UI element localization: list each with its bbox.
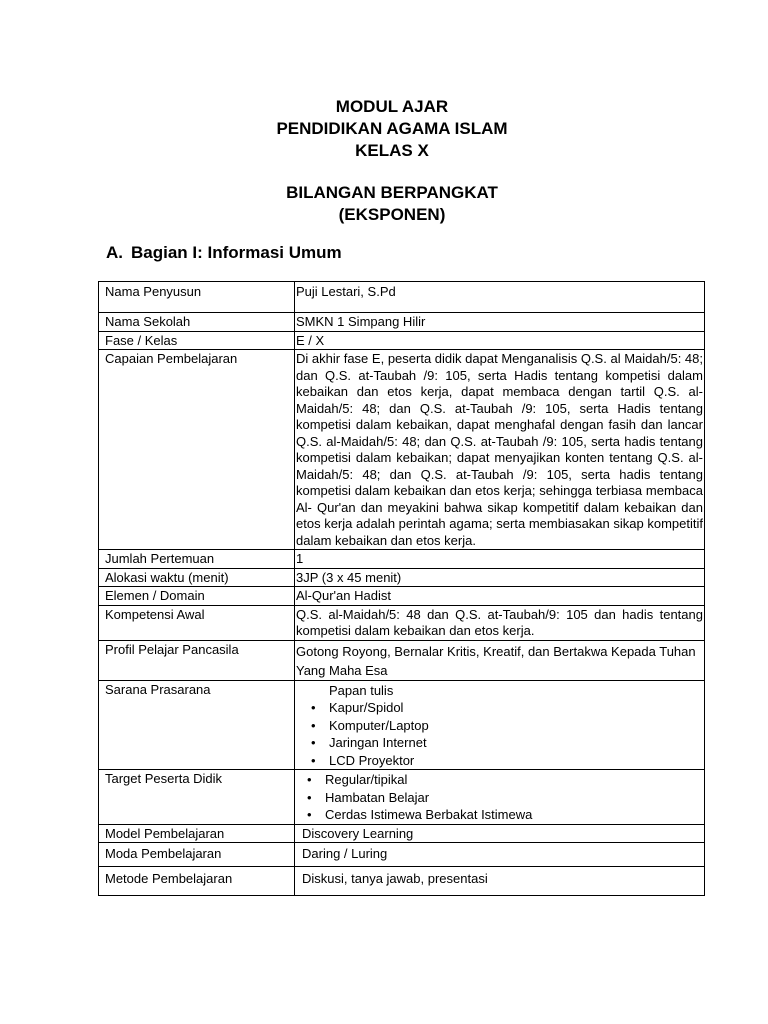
target-students-list <box>296 771 703 824</box>
learning-mode-value: Daring / Luring <box>295 843 705 867</box>
table-row <box>99 824 705 843</box>
list-item <box>296 699 703 717</box>
list-item <box>296 752 703 770</box>
title-topic: BILANGAN BERPANGKAT <box>286 183 498 202</box>
table-row <box>99 282 705 313</box>
section-title: Bagian I: Informasi Umum <box>131 243 342 262</box>
title-subject: PENDIDIKAN AGAMA ISLAM <box>276 119 508 138</box>
bullet-icon: • <box>307 772 312 787</box>
table-row <box>99 770 705 825</box>
row-label: Nama Penyusun <box>99 282 295 313</box>
facilities-cell <box>295 680 705 770</box>
row-label: Profil Pelajar Pancasila <box>99 640 295 680</box>
row-label: Nama Sekolah <box>99 313 295 332</box>
table-row <box>99 550 705 569</box>
bullet-icon: • <box>311 717 316 733</box>
list-item-text: Regular/tipikal <box>325 772 408 787</box>
row-label: Metode Pembelajaran <box>99 867 295 896</box>
list-item <box>296 789 703 807</box>
row-label: Fase / Kelas <box>99 331 295 350</box>
meeting-count-value: 1 <box>295 550 705 569</box>
document-title-block <box>0 96 768 226</box>
table-row <box>99 640 705 680</box>
row-label: Sarana Prasarana <box>99 680 295 770</box>
bullet-icon: • <box>311 752 316 768</box>
list-item-text: Papan tulis <box>329 682 394 698</box>
student-profile-value: Gotong Royong, Bernalar Kritis, Kreatif, dan Bertakwa Kepada Tuhan Yang Maha Esa <box>295 640 705 680</box>
table-row <box>99 331 705 350</box>
facilities-list <box>296 682 703 770</box>
row-label: Model Pembelajaran <box>99 824 295 843</box>
section-heading <box>106 243 342 263</box>
table-row <box>99 867 705 896</box>
row-label: Capaian Pembelajaran <box>99 350 295 550</box>
table-row <box>99 587 705 606</box>
table-row <box>99 680 705 770</box>
title-class: KELAS X <box>355 141 429 160</box>
bullet-icon: • <box>307 789 312 805</box>
list-item-text: LCD Proyektor <box>329 752 415 768</box>
list-item-text: Cerdas Istimewa Berbakat Istimewa <box>325 807 533 822</box>
list-item <box>296 682 703 700</box>
general-info-table <box>98 281 705 896</box>
phase-class-value: E / X <box>295 331 705 350</box>
list-item-text: Kapur/Spidol <box>329 700 404 715</box>
learning-outcome-value: Di akhir fase E, peserta didik dapat Menganalisis Q.S. al Maidah/5: 48; dan Q.S. at-Taubah /9: 105, serta Hadis tentang kompetisi dalam kebaikan dan etos kerja, dapat membaca dengan tartil Q.S. al- Maidah/5: 48; dan Q.S. at-Taubah /9: 105, serta Hadis tentang kompetisi dalam kebaikan, dapat menghafal dengan fasih dan lancar Q.S. al-Maidah/5: 48; dan Q.S. at-Taubah /9: 105, serta hadis tentang kompetisi dalam kebaikan; dapat menyajikan konten tentang Q.S. al-Maidah/5: 48; dan Q.S. at-Taubah /9: 105, serta hadis tentang kompetisi dalam kebaikan dan etos kerja; sehingga terbiasa membaca Al- Qur'an dan meyakini bahwa sikap kompetitif dalam kebaikan dan etos kerja adalah perintah agama; serta membiasakan sikap kompetitif dalam kebaikan dan etos kerja. <box>296 351 703 548</box>
list-item <box>296 771 703 789</box>
table-row <box>99 350 705 550</box>
table-row <box>99 605 705 640</box>
title-modul-ajar: MODUL AJAR <box>335 97 449 116</box>
bullet-icon: • <box>307 807 312 822</box>
bullet-icon: • <box>311 700 316 715</box>
target-students-cell <box>295 770 705 825</box>
row-label: Moda Pembelajaran <box>99 843 295 867</box>
list-item-text: Hambatan Belajar <box>325 789 430 805</box>
school-value: SMKN 1 Simpang Hilir <box>295 313 705 332</box>
list-item-text: Jaringan Internet <box>329 735 427 750</box>
learning-model-value: Discovery Learning <box>295 824 705 843</box>
row-label: Jumlah Pertemuan <box>99 550 295 569</box>
element-domain-value: Al-Qur'an Hadist <box>295 587 705 606</box>
list-item-text: Komputer/Laptop <box>329 717 429 733</box>
section-number: A. <box>106 243 123 262</box>
list-item <box>296 734 703 752</box>
time-allocation-value: 3JP (3 x 45 menit) <box>295 568 705 587</box>
author-value: Puji Lestari, S.Pd <box>295 282 705 313</box>
table-row <box>99 568 705 587</box>
title-topic-sub: (EKSPONEN) <box>338 205 446 224</box>
list-item <box>296 717 703 735</box>
learning-method-value: Diskusi, tanya jawab, presentasi <box>295 867 705 896</box>
bullet-icon: • <box>311 735 316 750</box>
list-item <box>296 806 703 824</box>
table-row <box>99 313 705 332</box>
table-row <box>99 843 705 867</box>
initial-competence-value: Q.S. al-Maidah/5: 48 dan Q.S. at-Taubah/9: 105 dan hadis tentang kompetisi dalam kebaikan dan etos kerja. <box>296 606 703 638</box>
row-label: Alokasi waktu (menit) <box>99 568 295 587</box>
row-label: Kompetensi Awal <box>99 605 295 640</box>
row-label: Target Peserta Didik <box>99 770 295 825</box>
row-label: Elemen / Domain <box>99 587 295 606</box>
